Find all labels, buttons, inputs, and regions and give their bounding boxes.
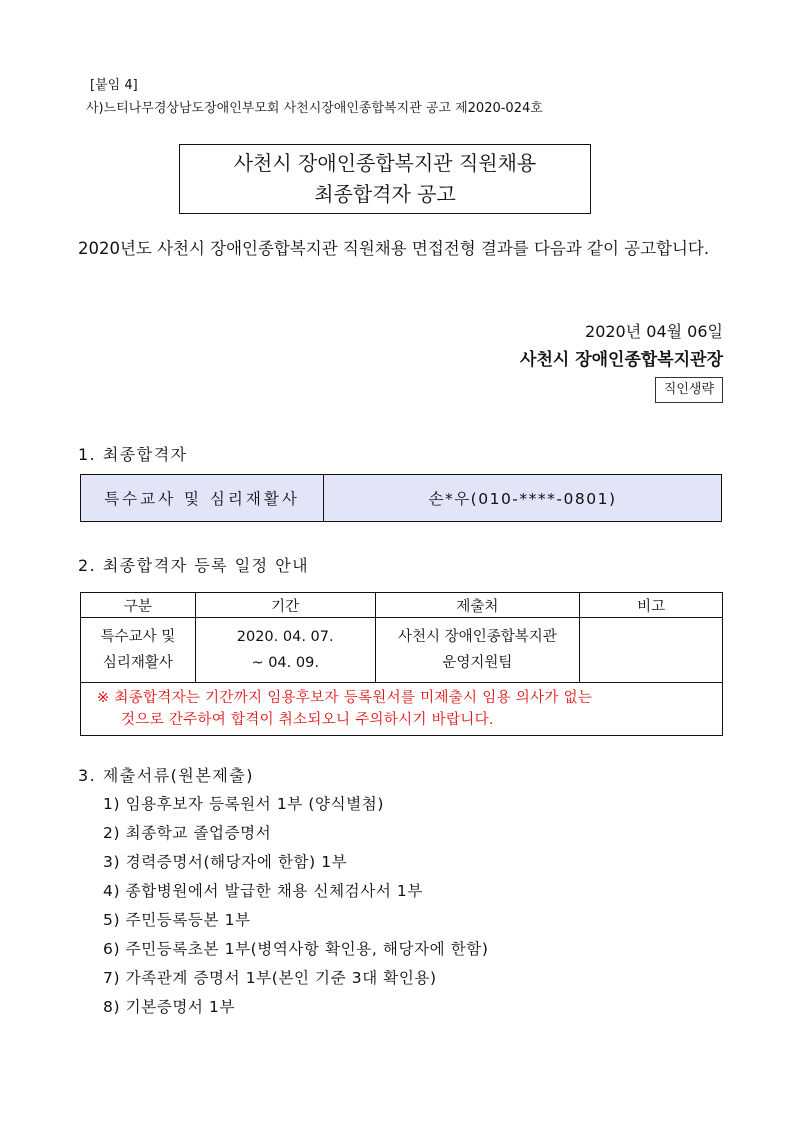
section-2-heading: 2. 최종합격자 등록 일정 안내 [78,556,310,575]
list-item: 4) 종합병원에서 발급한 채용 신체검사서 1부 [103,882,423,900]
category-line-2: 심리재활사 [102,655,173,671]
list-item: 6) 주민등록초본 1부(병역사항 확인용, 해당자에 한함) [103,940,489,958]
warning-note [81,683,723,736]
list-item: 1) 임용후보자 등록원서 1부 (양식별첨) [103,795,384,813]
remark-cell [580,618,723,683]
warning-note-row [81,683,723,736]
column-header: 비고 [580,593,723,618]
list-item: 5) 주민등록등본 1부 [103,911,251,929]
period-cell [195,618,375,683]
warning-note-line-2: 것으로 간주하여 합격이 취소되오니 주의하시기 바랍니다. [121,712,494,728]
submission-place-cell [375,618,580,683]
section-3-heading: 3. 제출서류(원본제출) [78,766,254,785]
announcement-date: 2020년 04월 06일 [585,322,723,341]
intro-paragraph: 2020년도 사천시 장애인종합복지관 직원채용 면접전형 결과를 다음과 같이 공고합니다. [78,239,710,258]
notice-number: 사)느티나무경상남도장애인부모회 사천시장애인종합복지관 공고 제2020-024호 [86,101,543,116]
winner-table [80,474,722,522]
place-line-1: 사천시 장애인종합복지관 [398,629,557,645]
category-line-1: 특수교사 및 [100,629,176,645]
seal-omitted-box: 직인생략 [655,377,723,403]
warning-note-line-1: ※ 최종합격자는 기간까지 임용후보자 등록원서를 미제출시 임용 의사가 없는 [97,690,593,706]
column-header: 기간 [195,593,375,618]
schedule-table [80,592,723,736]
list-item: 7) 가족관계 증명서 1부(본인 기준 3대 확인용) [103,969,437,987]
organization-name: 사천시 장애인종합복지관장 [520,350,723,370]
table-row [81,618,723,683]
section-1-heading: 1. 최종합격자 [78,445,188,464]
winner-position: 특수교사 및 심리재활사 [81,475,324,521]
required-documents-list [103,790,489,1022]
title-line-2: 최종합격자 공고 [314,182,456,206]
winner-name: 손*우(010-****-0801) [428,490,617,508]
period-line-1: 2020. 04. 07. [236,629,334,645]
table-header-row [81,593,723,618]
page-title [179,144,591,214]
list-item: 3) 경력증명서(해당자에 한함) 1부 [103,853,348,871]
attachment-label: [붙임 4] [90,78,138,93]
column-header: 구분 [81,593,196,618]
list-item: 2) 최종학교 졸업증명서 [103,824,272,842]
category-cell [81,618,196,683]
title-line-1: 사천시 장애인종합복지관 직원채용 [233,151,537,175]
column-header: 제출처 [375,593,580,618]
place-line-2: 운영지원팀 [442,655,513,671]
period-line-2: ~ 04. 09. [251,655,319,671]
list-item: 8) 기본증명서 1부 [103,998,236,1016]
